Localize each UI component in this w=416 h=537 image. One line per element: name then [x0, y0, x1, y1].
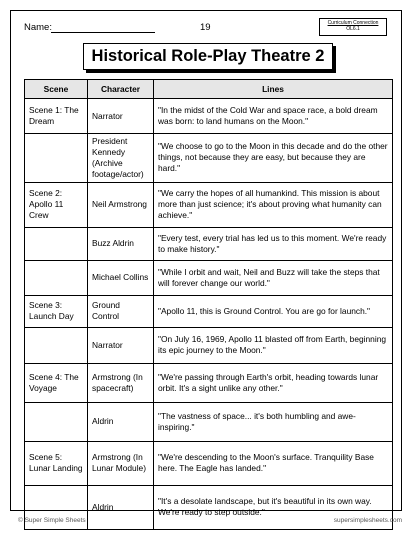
- curriculum-connection-box: [319, 18, 387, 36]
- table-row: [25, 363, 393, 402]
- character-cell: Aldrin: [88, 485, 154, 529]
- curriculum-title: Curriculum Connection: [327, 20, 379, 26]
- line-cell: "While I orbit and wait, Neil and Buzz will take the steps that will forever change our world.": [154, 260, 393, 295]
- line-cell: "We carry the hopes of all humankind. This mission is about more than just science; it's about proving what humanity can achieve.": [154, 182, 393, 227]
- table-row: [25, 134, 393, 183]
- table-header-row: [25, 80, 393, 99]
- character-cell: Michael Collins: [88, 260, 154, 295]
- table-row: [25, 402, 393, 441]
- scene-cell: [25, 134, 88, 183]
- page-number: 19: [200, 22, 211, 33]
- character-cell: President Kennedy (Archive footage/actor): [88, 134, 154, 183]
- curriculum-code: OL6.1: [346, 25, 360, 32]
- table-row: [25, 327, 393, 363]
- footer-copyright: © Super Simple Sheets: [18, 517, 86, 524]
- line-cell: "We're descending to the Moon's surface. Tranquility Base here. The Eagle has landed.": [154, 441, 393, 485]
- column-header-lines: Lines: [154, 80, 393, 99]
- character-cell: Armstrong (In Lunar Module): [88, 441, 154, 485]
- character-cell: Armstrong (In spacecraft): [88, 363, 154, 402]
- script-table: [24, 79, 393, 530]
- character-cell: Neil Armstrong: [88, 182, 154, 227]
- scene-cell: Scene 4: The Voyage: [25, 363, 88, 402]
- footer-website: supersimplesheets.com: [333, 517, 402, 524]
- scene-cell: [25, 402, 88, 441]
- character-cell: Buzz Aldrin: [88, 227, 154, 260]
- line-cell: "In the midst of the Cold War and space race, a bold dream was born: to land humans on the Moon.": [154, 99, 393, 134]
- scene-cell: [25, 227, 88, 260]
- column-header-scene: Scene: [25, 80, 88, 99]
- line-cell: "The vastness of space... it's both humbling and awe-inspiring.": [154, 402, 393, 441]
- table-row: [25, 441, 393, 485]
- scene-cell: Scene 3: Launch Day: [25, 295, 88, 327]
- name-label: Name:: [24, 22, 52, 33]
- table-row: [25, 260, 393, 295]
- table-row: [25, 295, 393, 327]
- table-row: [25, 182, 393, 227]
- character-cell: Narrator: [88, 327, 154, 363]
- line-cell: "On July 16, 1969, Apollo 11 blasted off from Earth, beginning its epic journey to the Moon.": [154, 327, 393, 363]
- scene-cell: [25, 260, 88, 295]
- scene-cell: [25, 327, 88, 363]
- character-cell: Aldrin: [88, 402, 154, 441]
- line-cell: "Apollo 11, this is Ground Control. You are go for launch.": [154, 295, 393, 327]
- scene-cell: Scene 2: Apollo 11 Crew: [25, 182, 88, 227]
- scene-cell: Scene 5: Lunar Landing: [25, 441, 88, 485]
- character-cell: Narrator: [88, 99, 154, 134]
- page-title: Historical Role-Play Theatre 2: [83, 43, 333, 70]
- scene-cell: Scene 1: The Dream: [25, 99, 88, 134]
- line-cell: "We're passing through Earth's orbit, heading towards lunar orbit. It's a sight unlike any other.": [154, 363, 393, 402]
- table-row: [25, 227, 393, 260]
- line-cell: "Every test, every trial has led us to this moment. We're ready to make history.": [154, 227, 393, 260]
- line-cell: "It's a desolate landscape, but it's beautiful in its own way. We're ready to step outside.": [154, 485, 393, 529]
- table-row: [25, 99, 393, 134]
- name-input-line[interactable]: [51, 32, 155, 33]
- column-header-character: Character: [88, 80, 154, 99]
- line-cell: "We choose to go to the Moon in this decade and do the other things, not because they are easy, but because they are hard.": [154, 134, 393, 183]
- character-cell: Ground Control: [88, 295, 154, 327]
